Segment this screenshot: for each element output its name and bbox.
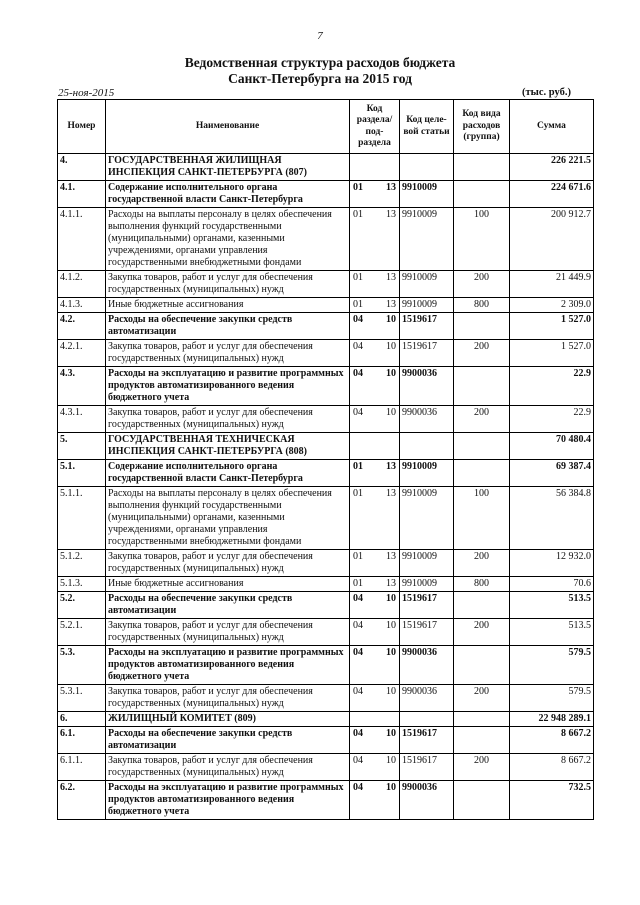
- table-row: [58, 406, 594, 433]
- row-sum: 22.9: [510, 367, 594, 406]
- row-sum: 70.6: [510, 577, 594, 592]
- row-number: 4.3.: [58, 367, 106, 406]
- row-name: Иные бюджетные ассигнования: [106, 298, 350, 313]
- row-number: 4.1.2.: [58, 271, 106, 298]
- row-name: Закупка товаров, работ и услуг для обеспечения государственных (муниципальных) нужд: [106, 685, 350, 712]
- row-section-code: [350, 367, 400, 406]
- row-section-code: [350, 271, 400, 298]
- row-sum: 12 932.0: [510, 550, 594, 577]
- budget-table: [57, 99, 594, 820]
- row-expense-kind: [454, 646, 510, 685]
- table-row: [58, 313, 594, 340]
- row-section-code: [350, 577, 400, 592]
- row-number: 5.3.1.: [58, 685, 106, 712]
- row-sum: 579.5: [510, 685, 594, 712]
- row-section-code: [350, 550, 400, 577]
- row-target-code: [400, 433, 454, 460]
- row-subsection: 10: [386, 755, 396, 766]
- table-row: [58, 367, 594, 406]
- table-row: [58, 460, 594, 487]
- row-expense-kind: [454, 154, 510, 181]
- row-target-code: [400, 154, 454, 181]
- table-row: [58, 781, 594, 820]
- row-target-code: 9910009: [400, 550, 454, 577]
- row-section-code: [350, 712, 400, 727]
- row-number: 4.1.1.: [58, 208, 106, 271]
- row-sum: 21 449.9: [510, 271, 594, 298]
- table-row: [58, 340, 594, 367]
- row-target-code: 9910009: [400, 487, 454, 550]
- row-name: Расходы на обеспечение закупки средств автоматизации: [106, 313, 350, 340]
- row-section-code: [350, 685, 400, 712]
- row-subsection: 10: [386, 728, 396, 739]
- row-section: 01: [353, 209, 363, 220]
- row-section-code: [350, 154, 400, 181]
- table-header-row: [58, 100, 594, 154]
- row-sum: 22.9: [510, 406, 594, 433]
- row-section-code: [350, 754, 400, 781]
- row-section: 04: [353, 593, 363, 604]
- row-subsection: 13: [386, 578, 396, 589]
- row-expense-kind: 800: [454, 577, 510, 592]
- row-section: 04: [353, 314, 363, 325]
- table-row: [58, 754, 594, 781]
- row-name: Закупка товаров, работ и услуг для обеспечения государственных (муниципальных) нужд: [106, 619, 350, 646]
- row-number: 5.: [58, 433, 106, 460]
- row-expense-kind: 200: [454, 271, 510, 298]
- row-section-code: [350, 592, 400, 619]
- row-section-code: [350, 460, 400, 487]
- row-name: Закупка товаров, работ и услуг для обеспечения государственных (муниципальных) нужд: [106, 754, 350, 781]
- row-target-code: 1519617: [400, 619, 454, 646]
- row-section: 04: [353, 620, 363, 631]
- row-sum: 513.5: [510, 619, 594, 646]
- table-row: [58, 646, 594, 685]
- row-section-code: [350, 619, 400, 646]
- row-subsection: 10: [386, 782, 396, 793]
- header-sum: Сумма: [510, 100, 594, 154]
- row-expense-kind: [454, 433, 510, 460]
- row-target-code: 9910009: [400, 298, 454, 313]
- row-name: Расходы на эксплуатацию и развитие программных продуктов автоматизированного ведения бюджетного учета: [106, 646, 350, 685]
- table-row: [58, 619, 594, 646]
- table-row: [58, 154, 594, 181]
- row-sum: 200 912.7: [510, 208, 594, 271]
- row-number: 5.1.2.: [58, 550, 106, 577]
- row-section: 04: [353, 647, 363, 658]
- row-expense-kind: [454, 727, 510, 754]
- row-name: Содержание исполнительного органа государственной власти Санкт-Петербурга: [106, 181, 350, 208]
- title-line-1: Ведомственная структура расходов бюджета: [184, 55, 456, 70]
- row-number: 5.2.: [58, 592, 106, 619]
- row-expense-kind: 200: [454, 619, 510, 646]
- row-target-code: 9900036: [400, 685, 454, 712]
- row-subsection: 10: [386, 686, 396, 697]
- row-name: ГОСУДАРСТВЕННАЯ ЖИЛИЩНАЯ ИНСПЕКЦИЯ САНКТ-ПЕТЕРБУРГА (807): [106, 154, 350, 181]
- row-section: 01: [353, 578, 363, 589]
- row-section: 01: [353, 272, 363, 283]
- row-number: 5.3.: [58, 646, 106, 685]
- row-section-code: [350, 313, 400, 340]
- row-section-code: [350, 433, 400, 460]
- row-expense-kind: [454, 181, 510, 208]
- document-date: 25-ноя-2015: [58, 87, 115, 99]
- row-sum: 226 221.5: [510, 154, 594, 181]
- header-target-code: Код целе- вой статьи: [400, 100, 454, 154]
- table-row: [58, 712, 594, 727]
- row-expense-kind: [454, 313, 510, 340]
- row-target-code: 9910009: [400, 208, 454, 271]
- row-name: Расходы на выплаты персоналу в целях обеспечения выполнения функций государственными (муниципальными) органами, казенными учреждениями, органами управления государственными внебюджетными фондами: [106, 487, 350, 550]
- table-row: [58, 685, 594, 712]
- row-name: Расходы на эксплуатацию и развитие программных продуктов автоматизированного ведения бюджетного учета: [106, 781, 350, 820]
- row-subsection: 13: [386, 488, 396, 499]
- row-name: Закупка товаров, работ и услуг для обеспечения государственных (муниципальных) нужд: [106, 271, 350, 298]
- row-expense-kind: 200: [454, 406, 510, 433]
- row-number: 4.: [58, 154, 106, 181]
- row-name: Расходы на обеспечение закупки средств автоматизации: [106, 727, 350, 754]
- row-expense-kind: 200: [454, 550, 510, 577]
- row-sum: 579.5: [510, 646, 594, 685]
- row-number: 5.1.3.: [58, 577, 106, 592]
- row-subsection: 13: [386, 209, 396, 220]
- row-number: 4.2.: [58, 313, 106, 340]
- row-sum: 513.5: [510, 592, 594, 619]
- row-expense-kind: [454, 592, 510, 619]
- table-row: [58, 727, 594, 754]
- row-section-code: [350, 727, 400, 754]
- row-target-code: 1519617: [400, 727, 454, 754]
- row-expense-kind: [454, 781, 510, 820]
- header-number: Номер: [58, 100, 106, 154]
- row-name: ГОСУДАРСТВЕННАЯ ТЕХНИЧЕСКАЯ ИНСПЕКЦИЯ САНКТ-ПЕТЕРБУРГА (808): [106, 433, 350, 460]
- row-number: 6.2.: [58, 781, 106, 820]
- row-section-code: [350, 406, 400, 433]
- row-number: 5.2.1.: [58, 619, 106, 646]
- row-section: 01: [353, 551, 363, 562]
- row-target-code: 1519617: [400, 592, 454, 619]
- row-subsection: 13: [386, 551, 396, 562]
- row-name: Расходы на обеспечение закупки средств автоматизации: [106, 592, 350, 619]
- table-row: [58, 271, 594, 298]
- row-target-code: 9900036: [400, 646, 454, 685]
- row-target-code: 1519617: [400, 754, 454, 781]
- row-subsection: 10: [386, 620, 396, 631]
- header-name: Наименование: [106, 100, 350, 154]
- row-target-code: 1519617: [400, 313, 454, 340]
- row-subsection: 10: [386, 314, 396, 325]
- row-expense-kind: 200: [454, 754, 510, 781]
- row-section-code: [350, 181, 400, 208]
- table-row: [58, 433, 594, 460]
- row-section: 01: [353, 299, 363, 310]
- row-sum: 22 948 289.1: [510, 712, 594, 727]
- row-sum: 2 309.0: [510, 298, 594, 313]
- row-expense-kind: [454, 712, 510, 727]
- row-number: 4.2.1.: [58, 340, 106, 367]
- row-sum: 56 384.8: [510, 487, 594, 550]
- row-expense-kind: [454, 460, 510, 487]
- document-title: [0, 55, 640, 87]
- table-body: [58, 154, 594, 820]
- row-subsection: 10: [386, 593, 396, 604]
- table-row: [58, 550, 594, 577]
- row-name: Закупка товаров, работ и услуг для обеспечения государственных (муниципальных) нужд: [106, 550, 350, 577]
- row-sum: 1 527.0: [510, 313, 594, 340]
- row-target-code: 9910009: [400, 577, 454, 592]
- title-line-2: Санкт-Петербурга на 2015 год: [228, 71, 412, 86]
- row-section: 04: [353, 407, 363, 418]
- row-expense-kind: [454, 367, 510, 406]
- row-section: 01: [353, 488, 363, 499]
- row-number: 5.1.1.: [58, 487, 106, 550]
- row-target-code: 9910009: [400, 181, 454, 208]
- row-number: 4.3.1.: [58, 406, 106, 433]
- table-row: [58, 181, 594, 208]
- row-subsection: 13: [386, 182, 396, 193]
- row-expense-kind: 200: [454, 340, 510, 367]
- row-target-code: 9900036: [400, 367, 454, 406]
- row-subsection: 10: [386, 368, 396, 379]
- row-section: 04: [353, 368, 363, 379]
- row-subsection: 13: [386, 299, 396, 310]
- row-name: Закупка товаров, работ и услуг для обеспечения государственных (муниципальных) нужд: [106, 340, 350, 367]
- row-section: 04: [353, 686, 363, 697]
- row-sum: 8 667.2: [510, 754, 594, 781]
- table-row: [58, 208, 594, 271]
- table-row: [58, 592, 594, 619]
- row-target-code: 9900036: [400, 781, 454, 820]
- row-name: ЖИЛИЩНЫЙ КОМИТЕТ (809): [106, 712, 350, 727]
- row-number: 6.1.: [58, 727, 106, 754]
- table-row: [58, 577, 594, 592]
- row-target-code: [400, 712, 454, 727]
- row-subsection: 13: [386, 272, 396, 283]
- row-section: 04: [353, 782, 363, 793]
- row-number: 6.: [58, 712, 106, 727]
- row-name: Иные бюджетные ассигнования: [106, 577, 350, 592]
- row-subsection: 13: [386, 461, 396, 472]
- row-sum: 8 667.2: [510, 727, 594, 754]
- row-name: Закупка товаров, работ и услуг для обеспечения государственных (муниципальных) нужд: [106, 406, 350, 433]
- row-subsection: 10: [386, 407, 396, 418]
- row-expense-kind: 200: [454, 685, 510, 712]
- header-section-code: Код раздела/ под- раздела: [350, 100, 400, 154]
- row-number: 4.1.3.: [58, 298, 106, 313]
- row-section-code: [350, 781, 400, 820]
- row-target-code: 1519617: [400, 340, 454, 367]
- page-number: 7: [317, 30, 323, 42]
- row-target-code: 9910009: [400, 271, 454, 298]
- row-sum: 70 480.4: [510, 433, 594, 460]
- row-number: 6.1.1.: [58, 754, 106, 781]
- row-expense-kind: 800: [454, 298, 510, 313]
- row-expense-kind: 100: [454, 487, 510, 550]
- row-number: 5.1.: [58, 460, 106, 487]
- table-row: [58, 487, 594, 550]
- row-name: Содержание исполнительного органа государственной власти Санкт-Петербурга: [106, 460, 350, 487]
- row-sum: 1 527.0: [510, 340, 594, 367]
- units-label: (тыс. руб.): [522, 87, 571, 98]
- header-expense-kind: Код вида расходов (группа): [454, 100, 510, 154]
- row-target-code: 9900036: [400, 406, 454, 433]
- table-row: [58, 298, 594, 313]
- row-section-code: [350, 208, 400, 271]
- row-section: 01: [353, 461, 363, 472]
- row-name: Расходы на эксплуатацию и развитие программных продуктов автоматизированного ведения бюджетного учета: [106, 367, 350, 406]
- row-subsection: 10: [386, 341, 396, 352]
- row-section-code: [350, 340, 400, 367]
- row-sum: 732.5: [510, 781, 594, 820]
- row-name: Расходы на выплаты персоналу в целях обеспечения выполнения функций государственными (муниципальными) органами, казенными учреждениями, органами управления государственными внебюджетными фондами: [106, 208, 350, 271]
- row-sum: 69 387.4: [510, 460, 594, 487]
- row-section: 01: [353, 182, 363, 193]
- row-section-code: [350, 298, 400, 313]
- row-section-code: [350, 646, 400, 685]
- row-target-code: 9910009: [400, 460, 454, 487]
- row-section-code: [350, 487, 400, 550]
- row-expense-kind: 100: [454, 208, 510, 271]
- row-subsection: 10: [386, 647, 396, 658]
- row-section: 04: [353, 755, 363, 766]
- row-section: 04: [353, 341, 363, 352]
- row-number: 4.1.: [58, 181, 106, 208]
- row-section: 04: [353, 728, 363, 739]
- row-sum: 224 671.6: [510, 181, 594, 208]
